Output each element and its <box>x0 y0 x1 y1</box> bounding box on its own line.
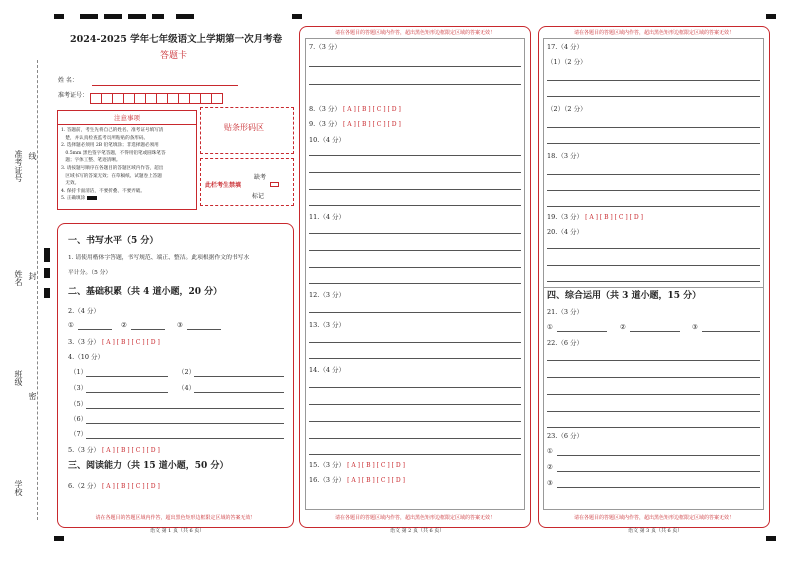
name-line[interactable] <box>92 85 238 86</box>
q17-1-line-1[interactable] <box>547 80 760 81</box>
q22-line-5[interactable] <box>547 427 760 428</box>
q3-options[interactable]: [ A ] [ B ] [ C ] [ D ] <box>101 339 160 346</box>
page-subtitle: 答题卡 <box>160 51 188 61</box>
q10-line-1[interactable] <box>309 155 521 156</box>
q18-line-2[interactable] <box>547 190 760 191</box>
q4-4-label: （4） <box>178 384 196 392</box>
q5-label: 5.（3 分） [ A ] [ B ] [ C ] [ D ] <box>68 446 160 454</box>
q12-label: 12.（3 分） <box>309 291 346 299</box>
q7-line-1[interactable] <box>309 66 521 67</box>
q23-2-label: ② <box>547 463 553 471</box>
q2-blank-1-label: ① <box>68 321 74 329</box>
q4-2-line[interactable] <box>194 376 284 377</box>
binding-line <box>37 60 38 520</box>
top-mark-4 <box>128 14 146 19</box>
q4-4-line[interactable] <box>194 392 284 393</box>
side-school: 学校 <box>14 480 23 496</box>
q23-1-label: ① <box>547 447 553 455</box>
q6-label: 6.（2 分） [ A ] [ B ] [ C ] [ D ] <box>68 482 160 490</box>
q19-options[interactable]: [ A ] [ B ] [ C ] [ D ] <box>585 214 643 221</box>
warning-col1: 请在各题目的答题区域内作答，超出黑色矩形边框限定区域的答案无效！ <box>95 515 256 521</box>
notice-item: 区域书写的答案无效；在草稿纸、试题卷上答题 <box>61 173 162 179</box>
section-4-title: 四、综合运用（共 3 道小题，15 分） <box>547 291 702 301</box>
q13-line-2[interactable] <box>309 358 521 359</box>
section-2-title: 二、基础积累（共 4 道小题，20 分） <box>68 287 223 297</box>
q14-line-1[interactable] <box>309 387 521 388</box>
q20-line-1[interactable] <box>547 248 760 249</box>
q21-blank-1[interactable] <box>557 331 607 332</box>
q2-label: 2.（4 分） <box>68 307 100 315</box>
barcode-label: 贴条形码区 <box>224 123 264 132</box>
q4-5-label: （5） <box>70 400 88 408</box>
q13-line-1[interactable] <box>309 342 521 343</box>
footer-col2: 语文 第 2 页（共 6 页） <box>390 528 445 534</box>
q2-blank-2-label: ② <box>121 321 127 329</box>
q10-line-2[interactable] <box>309 172 521 173</box>
q23-3-label: ③ <box>547 479 553 487</box>
notice-item: 楚，并认真检查监考员所粘贴的条形码。 <box>61 135 149 141</box>
q2-blank-2[interactable] <box>131 329 165 330</box>
q21-blank-3[interactable] <box>702 331 760 332</box>
q14-line-5[interactable] <box>309 454 521 455</box>
answer-area-col3 <box>543 38 764 288</box>
q14-label: 14.（4 分） <box>309 366 346 374</box>
q10-line-4[interactable] <box>309 205 521 206</box>
q1-text: 1. 请使用楷体字答题，书写规范、端正、整洁。此项根据作文的书写水 <box>68 255 250 261</box>
q16-options[interactable]: [ A ] [ B ] [ C ] [ D ] <box>347 477 405 484</box>
top-mark-1 <box>54 14 64 19</box>
q15-label: 15.（3 分） [ A ] [ B ] [ C ] [ D ] <box>309 461 405 469</box>
q17-label: 17.（4 分） <box>547 43 584 51</box>
exam-no-boxes[interactable] <box>90 89 222 108</box>
top-mark-6 <box>176 14 194 19</box>
q14-line-4[interactable] <box>309 438 521 439</box>
answer-area-col3-b <box>543 288 764 510</box>
warning-col2-top: 请在各题目的答题区域内作答，超出黑色矩形边框限定区域的答案无效！ <box>334 30 495 36</box>
notice-item: 无效。 <box>61 181 80 187</box>
section-1-title: 一、书写水平（5 分） <box>68 236 159 246</box>
q21-blank-3-label: ③ <box>692 323 698 331</box>
q22-line-2[interactable] <box>547 377 760 378</box>
q4-1-label: （1） <box>70 368 88 376</box>
bottom-mark-1 <box>54 536 64 541</box>
q4-7-line[interactable] <box>86 438 284 439</box>
top-mark-7 <box>292 14 302 19</box>
q17-2-line-1[interactable] <box>547 127 760 128</box>
q14-line-3[interactable] <box>309 421 521 422</box>
side-line: 线 <box>28 152 37 160</box>
q4-5-line[interactable] <box>86 408 284 409</box>
notice-item: 2. 选择题必须用 2B 铅笔填涂；非选择题必须用 <box>61 143 159 149</box>
q20-line-2[interactable] <box>547 265 760 266</box>
q5-options[interactable]: [ A ] [ B ] [ C ] [ D ] <box>101 447 160 454</box>
q11-line-2[interactable] <box>309 250 521 251</box>
q23-2-line[interactable] <box>557 471 760 472</box>
q16-label: 16.（3 分） [ A ] [ B ] [ C ] [ D ] <box>309 476 405 484</box>
q11-label: 11.（4 分） <box>309 213 346 221</box>
q4-2-label: （2） <box>178 368 196 376</box>
top-mark-3 <box>104 14 122 19</box>
q22-line-1[interactable] <box>547 360 760 361</box>
q19-label: 19.（3 分） [ A ] [ B ] [ C ] [ D ] <box>547 213 643 221</box>
notice-item: 5. 正确填涂 <box>61 196 86 202</box>
side-class: 班级 <box>14 370 23 386</box>
name-label: 姓 名： <box>58 77 78 84</box>
q17-1-line-2[interactable] <box>547 96 760 97</box>
q2-blank-3-label: ③ <box>177 321 183 329</box>
top-mark-2 <box>80 14 98 19</box>
exam-no-label: 准考证号： <box>58 92 89 99</box>
q21-blank-1-label: ① <box>547 323 553 331</box>
q11-line-1[interactable] <box>309 233 521 234</box>
warning-col3-bottom: 请在各题目的答题区域内作答，超出黑色矩形边框限定区域的答案无效！ <box>573 515 734 521</box>
q20-line-3[interactable] <box>547 281 760 282</box>
notice-item: 1. 答题前，考生先将自己的姓名、准考证号填写清 <box>61 128 164 133</box>
bottom-mark-2 <box>766 536 776 541</box>
q18-label: 18.（3 分） <box>547 152 584 160</box>
notice-box <box>57 110 197 210</box>
q15-options[interactable]: [ A ] [ B ] [ C ] [ D ] <box>347 462 405 469</box>
q9-options[interactable]: [ A ] [ B ] [ C ] [ D ] <box>342 121 401 128</box>
q2-blank-3[interactable] <box>187 329 221 330</box>
q7-label: 7.（3 分） <box>309 43 341 51</box>
section-3-title: 三、阅读能力（共 15 道小题，50 分） <box>68 461 229 471</box>
q9-label: 9.（3 分） [ A ] [ B ] [ C ] [ D ] <box>309 120 401 128</box>
q18-line-3[interactable] <box>547 206 760 207</box>
side-exam-no: 准考证号 <box>14 150 23 182</box>
q7-line-2[interactable] <box>309 84 521 85</box>
q4-6-line[interactable] <box>86 423 284 424</box>
q8-label: 8.（3 分） [ A ] [ B ] [ C ] [ D ] <box>309 105 401 113</box>
q22-label: 22.（6 分） <box>547 339 584 347</box>
q8-options[interactable]: [ A ] [ B ] [ C ] [ D ] <box>342 106 401 113</box>
q23-label: 23.（6 分） <box>547 432 584 440</box>
absent-label: 此栏考生禁填 <box>205 182 242 189</box>
q4-3-line[interactable] <box>86 392 168 393</box>
q20-label: 20.（4 分） <box>547 228 584 236</box>
page-title: 2024-2025 学年七年级语文上学期第一次月考卷 <box>70 34 283 45</box>
notice-item: 4. 保持卡面清洁，不要折叠、不要弄破。 <box>61 188 145 194</box>
notice-title: 注意事项 <box>58 111 196 125</box>
q21-label: 21.（3 分） <box>547 308 584 316</box>
absent-checkbox[interactable] <box>270 182 279 187</box>
q23-1-line[interactable] <box>557 455 760 456</box>
q11-line-3[interactable] <box>309 267 521 268</box>
absent-mark-2: 标记 <box>252 193 265 200</box>
side-secret: 密 <box>28 392 37 400</box>
top-mark-5 <box>152 14 164 19</box>
q17-2-line-2[interactable] <box>547 143 760 144</box>
q4-6-label: （6） <box>70 415 88 423</box>
q2-blank-1[interactable] <box>78 329 112 330</box>
q6-options[interactable]: [ A ] [ B ] [ C ] [ D ] <box>101 483 160 490</box>
side-mark-1 <box>44 248 50 262</box>
footer-col3: 语文 第 3 页（共 6 页） <box>628 528 683 534</box>
warning-col3-top: 请在各题目的答题区域内作答，超出黑色矩形边框限定区域的答案无效！ <box>573 30 734 36</box>
q3-label: 3.（3 分） [ A ] [ B ] [ C ] [ D ] <box>68 338 160 346</box>
filled-sample-icon <box>87 196 97 200</box>
side-seal: 封 <box>28 272 37 280</box>
q4-label: 4.（10 分） <box>68 353 105 361</box>
q4-1-line[interactable] <box>86 376 168 377</box>
q22-line-4[interactable] <box>547 411 760 412</box>
side-mark-2 <box>44 268 50 278</box>
q17-1-label: （1）（2 分） <box>547 58 587 66</box>
notice-item: 0.5mm 黑色签字笔答题，不得用铅笔或圆珠笔答 <box>61 150 166 156</box>
q17-2-label: （2）（2 分） <box>547 105 587 113</box>
notice-item: 题；字体工整、笔迹清晰。 <box>61 158 121 164</box>
q11-line-4[interactable] <box>309 283 521 284</box>
q23-3-line[interactable] <box>557 487 760 488</box>
q4-3-label: （3） <box>70 384 88 392</box>
absent-mark-1: 缺考 <box>254 174 267 181</box>
side-name: 姓名 <box>14 270 23 286</box>
q14-line-2[interactable] <box>309 404 521 405</box>
q22-line-3[interactable] <box>547 394 760 395</box>
q10-line-3[interactable] <box>309 189 521 190</box>
warning-col2-bottom: 请在各题目的答题区域内作答，超出黑色矩形边框限定区域的答案无效！ <box>334 515 495 521</box>
q1-text-2: 平计分。（5 分） <box>68 270 112 276</box>
q12-line[interactable] <box>309 312 521 313</box>
footer-col1: 语文 第 1 页（共 6 页） <box>150 528 205 534</box>
q18-line-1[interactable] <box>547 174 760 175</box>
q21-blank-2-label: ② <box>620 323 626 331</box>
top-mark-8 <box>766 14 776 19</box>
q4-7-label: （7） <box>70 430 88 438</box>
notice-item: 3. 请按题号顺序在各题目的答题区域内作答，超出 <box>61 165 164 171</box>
q21-blank-2[interactable] <box>630 331 680 332</box>
q13-label: 13.（3 分） <box>309 321 346 329</box>
q10-label: 10.（4 分） <box>309 136 346 144</box>
side-mark-3 <box>44 288 50 298</box>
